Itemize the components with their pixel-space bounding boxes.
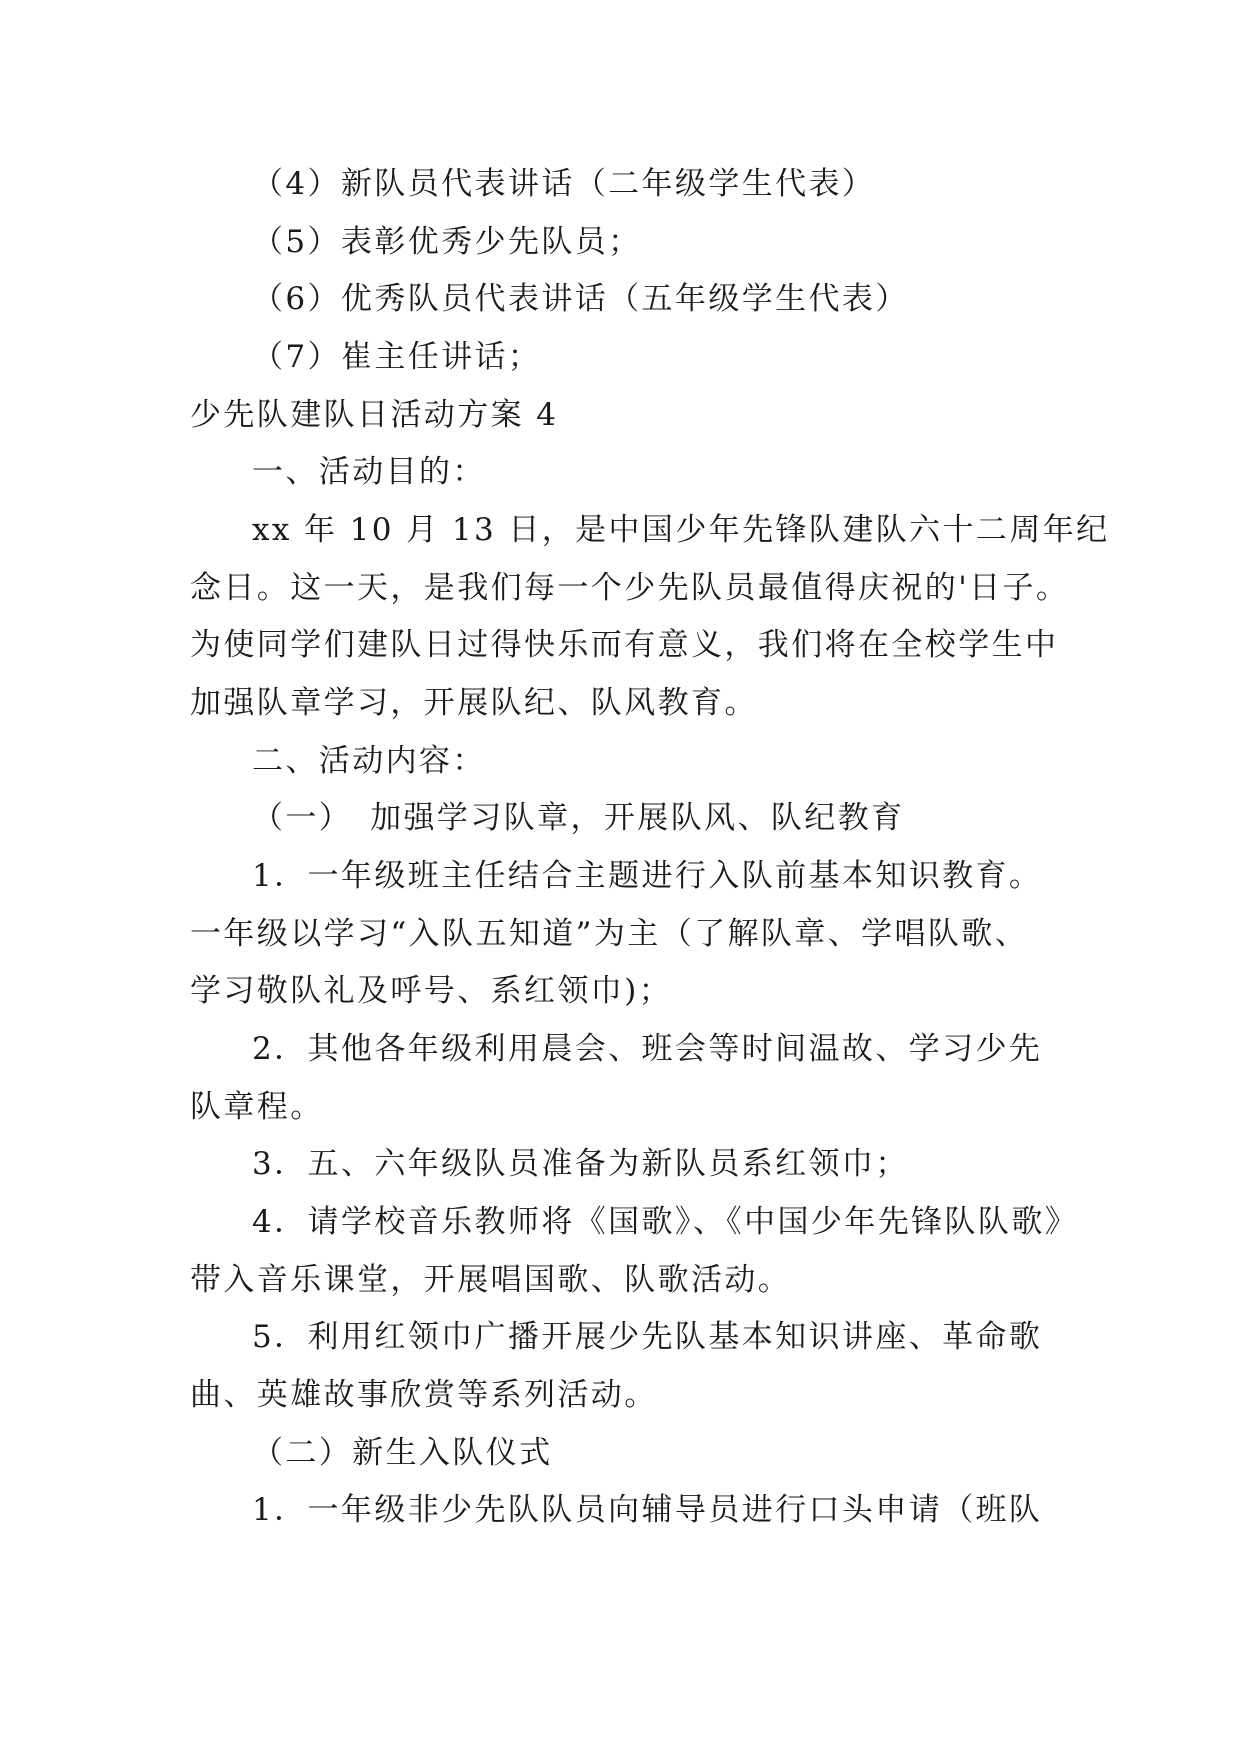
paragraph-line: 念日。这一天，是我们每一个少先队员最值得庆祝的'日子。 [190, 570, 1070, 606]
paragraph-line: 带入音乐课堂，开展唱国歌、队歌活动。 [190, 1262, 792, 1298]
section-title: 少先队建队日活动方案 4 [190, 397, 559, 433]
agenda-item-5: （5）表彰优秀少先队员； [252, 224, 642, 260]
paragraph-line: xx 年 10 月 13 日，是中国少年先锋队建队六十二周年纪 [252, 512, 1110, 548]
paragraph-line: 加强队章学习，开展队纪、队风教育。 [190, 685, 758, 721]
heading-purpose: 一、活动目的： [252, 454, 486, 490]
list-item-4: 4．请学校音乐教师将《国歌》、《中国少年先锋队队歌》 [252, 1204, 1079, 1240]
list-item-1: 1．一年级班主任结合主题进行入队前基本知识教育。 [252, 858, 1043, 894]
subheading-2: （二）新生入队仪式 [252, 1435, 553, 1471]
heading-content: 二、活动内容： [252, 743, 486, 779]
list-item-3: 3．五、六年级队员准备为新队员系红领巾； [252, 1146, 909, 1182]
subheading-1: （一） 加强学习队章，开展队风、队纪教育 [252, 800, 905, 836]
list-item-2: 2．其他各年级利用晨会、班会等时间温故、学习少先 [252, 1031, 1043, 1067]
agenda-item-7: （7）崔主任讲话； [252, 339, 542, 375]
agenda-item-6: （6）优秀队员代表讲话（五年级学生代表） [252, 281, 909, 317]
paragraph-line: 队章程。 [190, 1089, 324, 1125]
list-item-1-ceremony: 1．一年级非少先队队员向辅导员进行口头申请（班队 [252, 1492, 1043, 1528]
agenda-item-4: （4）新队员代表讲话（二年级学生代表） [252, 166, 876, 202]
list-item-5: 5．利用红领巾广播开展少先队基本知识讲座、革命歌 [252, 1319, 1043, 1355]
paragraph-line: 学习敬队礼及呼号、系红领巾)； [190, 973, 673, 1009]
paragraph-line: 一年级以学习“入队五知道”为主（了解队章、学唱队歌、 [190, 916, 1029, 952]
paragraph-line: 为使同学们建队日过得快乐而有意义，我们将在全校学生中 [190, 627, 1059, 663]
paragraph-line: 曲、英雄故事欣赏等系列活动。 [190, 1377, 658, 1413]
